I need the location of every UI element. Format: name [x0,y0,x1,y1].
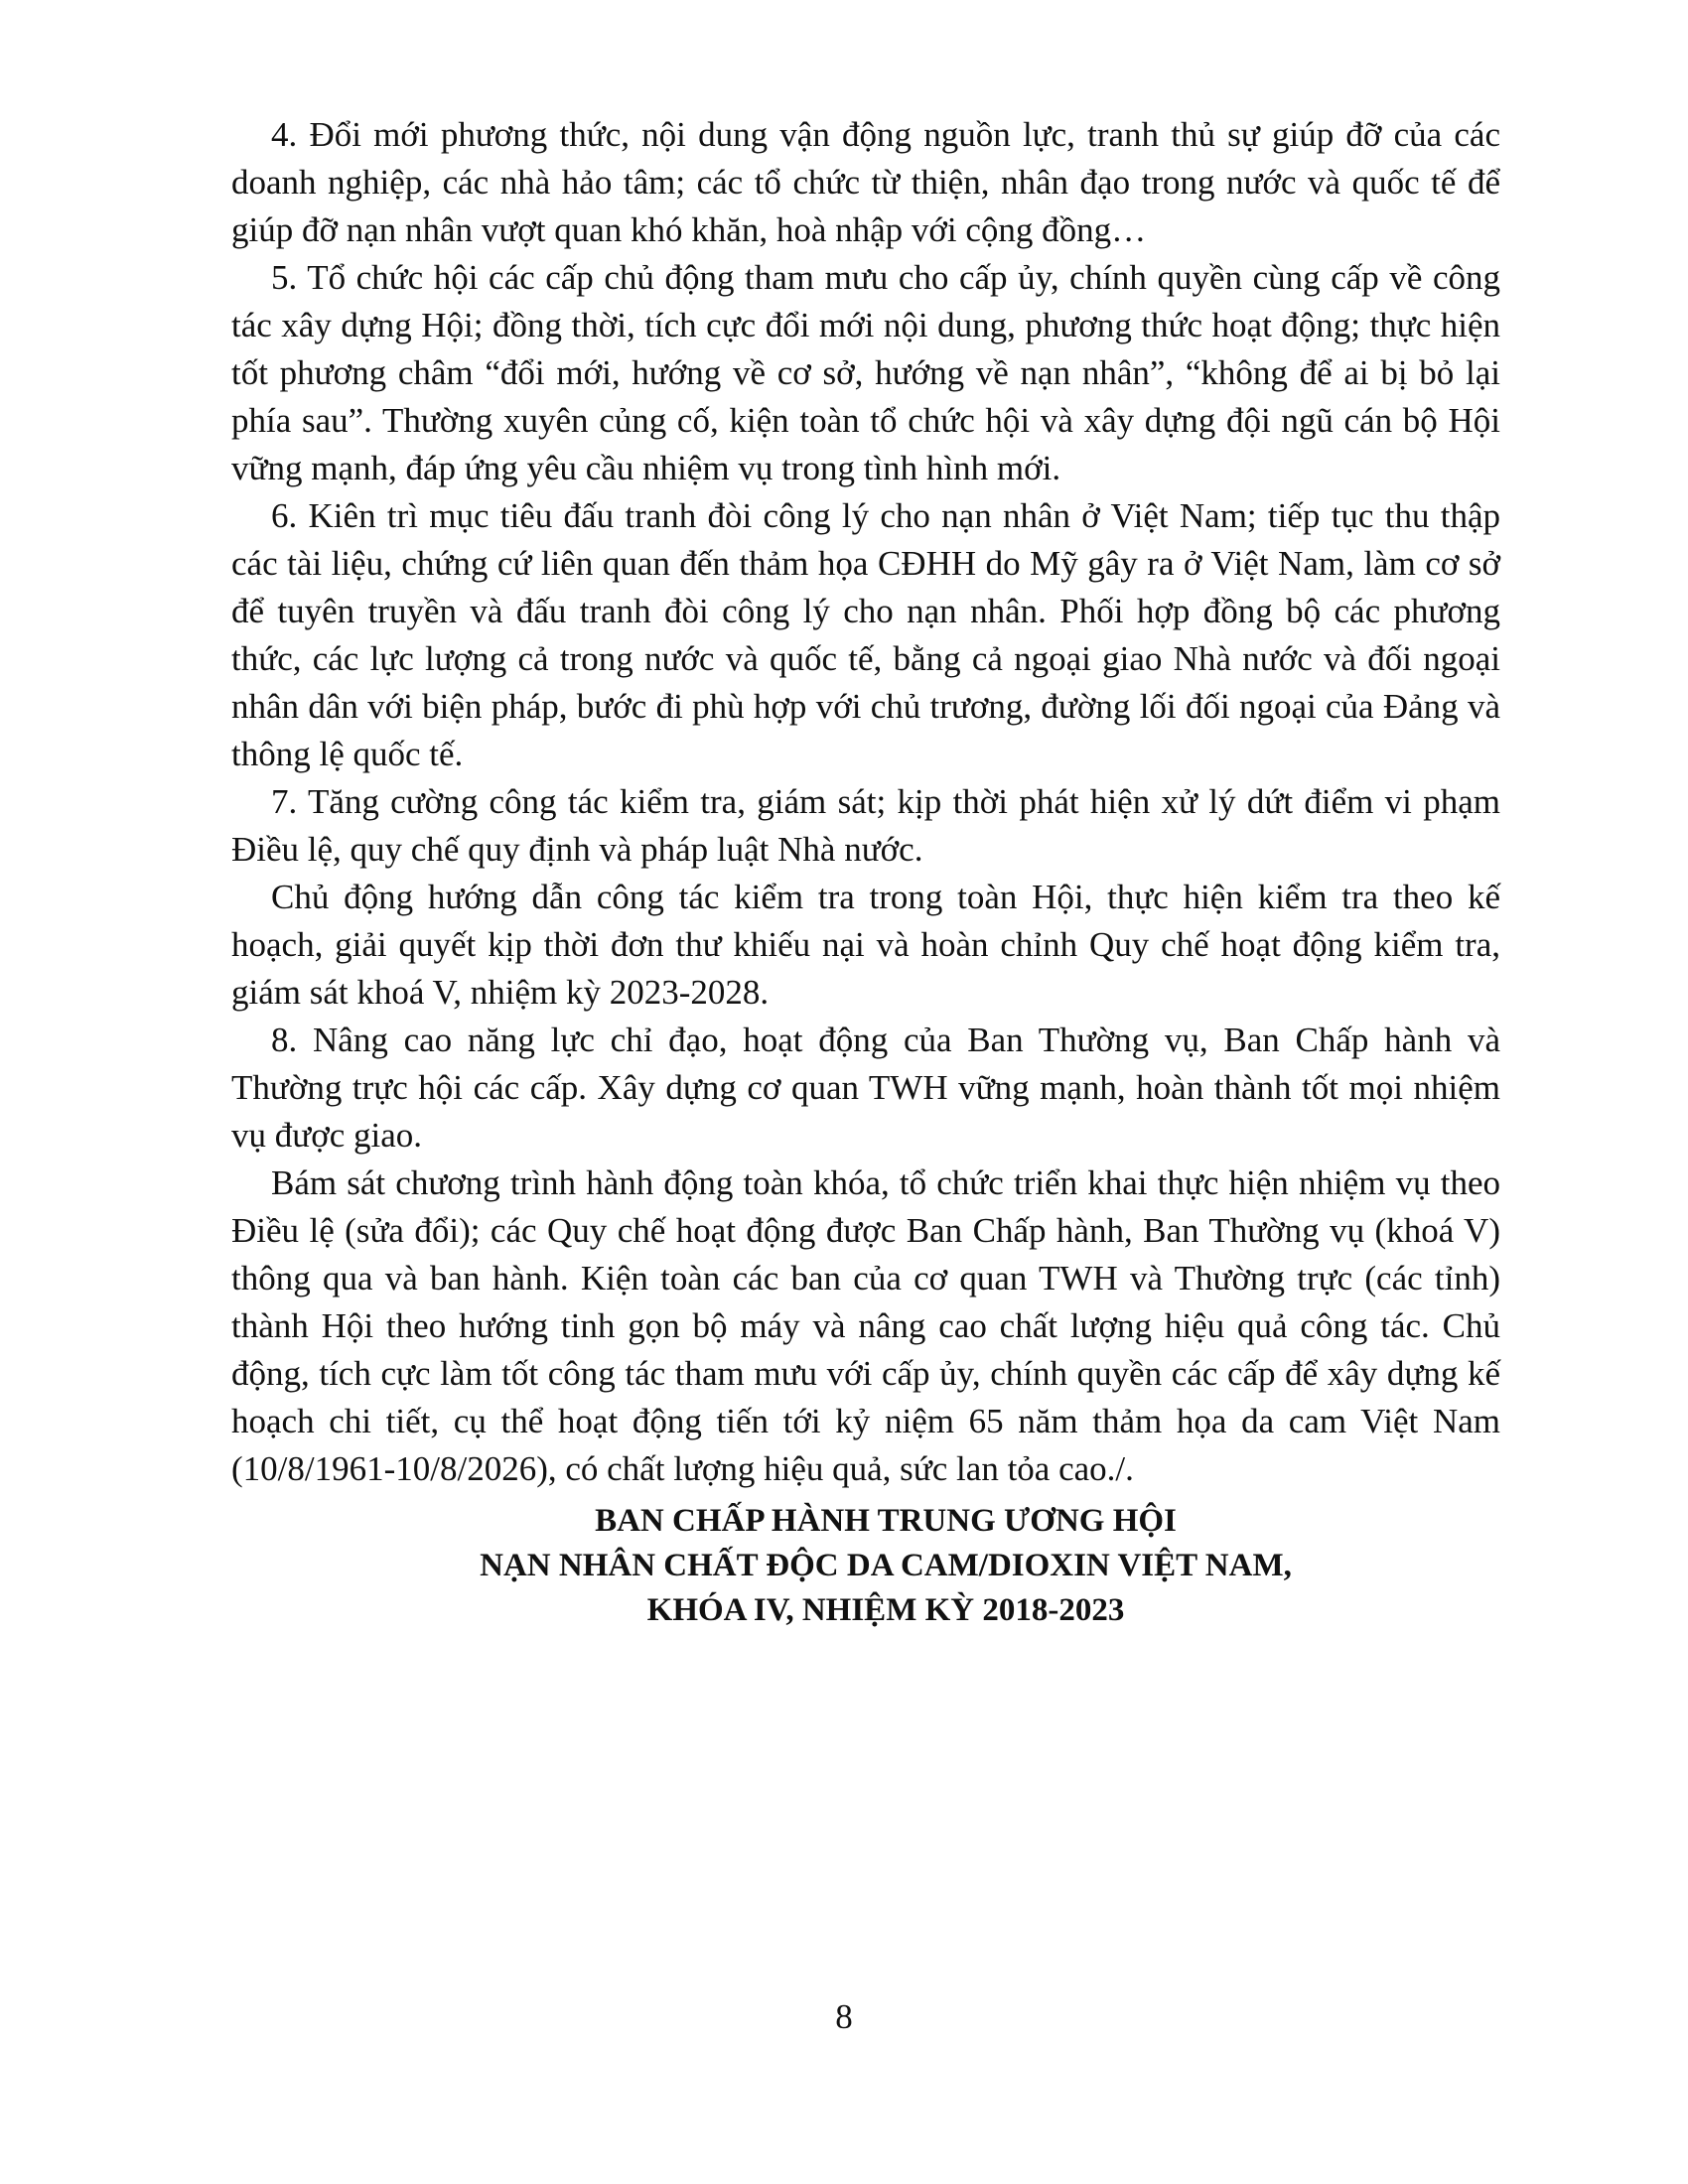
signature-line-association: NẠN NHÂN CHẤT ĐỘC DA CAM/DIOXIN VIỆT NAM, [480,1548,1292,1583]
paragraph-item-5: 5. Tổ chức hội các cấp chủ động tham mưu cho cấp ủy, chính quyền cùng cấp về công tác xây dựng Hội; đồng thời, tích cực đổi mới nội dung, phương thức hoạt động; thực hiện tốt phương châm “đổi mới, hướng về cơ sở, hướng về nạn nhân”, “không để ai bị bỏ lại phía sau”. Thường xuyên củng cố, kiện toàn tổ chức hội và xây dựng đội ngũ cán bộ Hội vững mạnh, đáp ứng yêu cầu nhiệm vụ trong tình hình mới. [231,258,1500,487]
signature-line-term: KHÓA IV, NHIỆM KỲ 2018-2023 [646,1592,1125,1628]
page-number: 8 [835,1997,853,2036]
paragraph-inspection-guidance: Chủ động hướng dẫn công tác kiểm tra trong toàn Hội, thực hiện kiểm tra theo kế hoạch, giải quyết kịp thời đơn thư khiếu nại và hoàn chỉnh Quy chế hoạt động kiểm tra, giám sát khoá V, nhiệm kỳ 2023-2028. [231,878,1500,1012]
paragraph-item-4: 4. Đổi mới phương thức, nội dung vận động nguồn lực, tranh thủ sự giúp đỡ của các doanh nghiệp, các nhà hảo tâm; các tổ chức từ thiện, nhân đạo trong nước và quốc tế để giúp đỡ nạn nhân vượt quan khó khăn, hoà nhập với cộng đồng… [231,115,1500,249]
signature-line-committee: BAN CHẤP HÀNH TRUNG ƯƠNG HỘI [595,1503,1177,1539]
signature-block [231,1499,1500,1633]
paragraph-item-8: 8. Nâng cao năng lực chỉ đạo, hoạt động của Ban Thường vụ, Ban Chấp hành và Thường trực hội các cấp. Xây dựng cơ quan TWH vững mạnh, hoàn thành tốt mọi nhiệm vụ được giao. [231,1021,1500,1155]
paragraph-closing: Bám sát chương trình hành động toàn khóa, tổ chức triển khai thực hiện nhiệm vụ theo Điều lệ (sửa đổi); các Quy chế hoạt động được Ban Chấp hành, Ban Thường vụ (khoá V) thông qua và ban hành. Kiện toàn các ban của cơ quan TWH và Thường trực (các tỉnh) thành Hội theo hướng tinh gọn bộ máy và nâng cao chất lượng hiệu quả công tác. Chủ động, tích cực làm tốt công tác tham mưu với cấp ủy, chính quyền các cấp để xây dựng kế hoạch chi tiết, cụ thể hoạt động tiến tới kỷ niệm 65 năm thảm họa da cam Việt Nam (10/8/1961-10/8/2026), có chất lượng hiệu quả, sức lan tỏa cao./. [231,1163,1500,1488]
document-body [231,111,1500,1633]
paragraph-item-6: 6. Kiên trì mục tiêu đấu tranh đòi công lý cho nạn nhân ở Việt Nam; tiếp tục thu thập các tài liệu, chứng cứ liên quan đến thảm họa CĐHH do Mỹ gây ra ở Việt Nam, làm cơ sở để tuyên truyền và đấu tranh đòi công lý cho nạn nhân. Phối hợp đồng bộ các phương thức, các lực lượng cả trong nước và quốc tế, bằng cả ngoại giao Nhà nước và đối ngoại nhân dân với biện pháp, bước đi phù hợp với chủ trương, đường lối đối ngoại của Đảng và thông lệ quốc tế. [231,496,1500,773]
paragraph-item-7: 7. Tăng cường công tác kiểm tra, giám sát; kịp thời phát hiện xử lý dứt điểm vi phạm Điều lệ, quy chế quy định và pháp luật Nhà nước. [231,782,1500,869]
